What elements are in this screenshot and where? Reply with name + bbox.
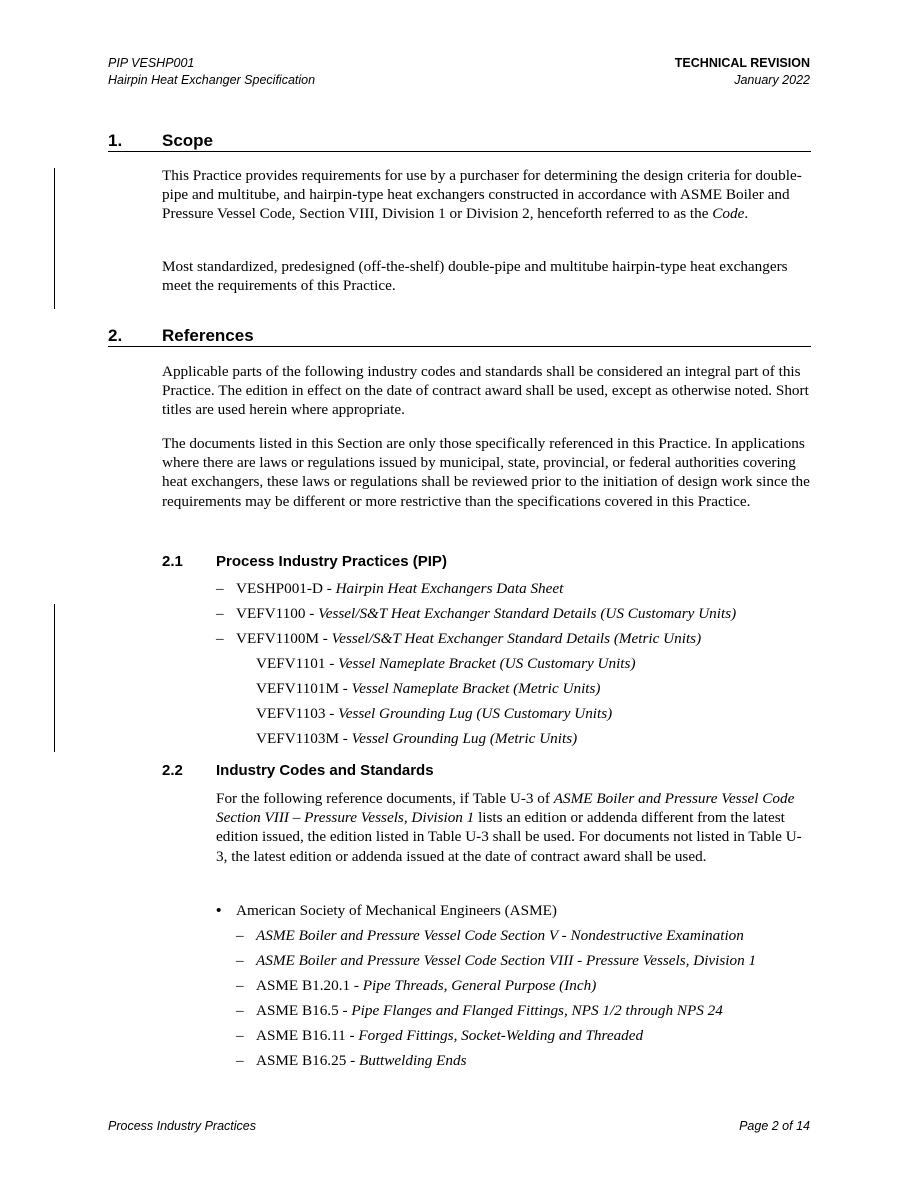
doc-title: Hairpin Heat Exchanger Specification (108, 73, 316, 87)
revision-change-bar (54, 168, 55, 309)
section-number: 1. (108, 131, 123, 150)
page-header-right (675, 55, 810, 89)
references-paragraph-1: Applicable parts of the following industry codes and standards shall be considered an integral part of this Practice. The edition in effect on the date of contract award shall be used, except as otherwise noted. Short titles are used herein where appropriate. (162, 363, 809, 419)
section-heading-scope (108, 131, 811, 152)
subsection-number: 2.2 (162, 762, 183, 779)
bullet-icon: • (216, 902, 222, 919)
revision-label: TECHNICAL REVISION (674, 56, 810, 70)
subsection-number: 2.1 (162, 553, 183, 570)
page-number: Page 2 of 14 (739, 1119, 810, 1133)
section-heading-references (108, 326, 811, 347)
list-subitem: VEFV1101 - Vessel Nameplate Bracket (US Customary Units) (256, 655, 636, 672)
list-item: – VEFV1100 - Vessel/S&T Heat Exchanger Standard Details (US Customary Units) (216, 605, 737, 622)
section-number: 2. (108, 326, 123, 345)
list-item: – VESHP001-D - Hairpin Heat Exchangers Data Sheet (216, 580, 564, 597)
list-item: – ASME B16.11 - Forged Fittings, Socket-Welding and Threaded (236, 1027, 644, 1044)
list-item: – ASME B16.5 - Pipe Flanges and Flanged Fittings, NPS 1/2 through NPS 24 (236, 1002, 723, 1019)
bullet-item: • American Society of Mechanical Engineers (ASME) (216, 902, 557, 919)
list-item: – ASME Boiler and Pressure Vessel Code Section VIII - Pressure Vessels, Division 1 (236, 952, 757, 969)
references-paragraph-2: The documents listed in this Section are only those specifically referenced in this Practice. In applications where there are laws or regulations issued by municipal, state, provincial, or federal authorities covering heat exchangers, these laws or regulations shall be reviewed prior to the initiation of design work since the requirements may be different or more restrictive than the specifications covered in this Practice. (162, 435, 810, 510)
scope-paragraph-2: Most standardized, predesigned (off-the-shelf) double-pipe and multitube hairpin-type heat exchangers meet the requirements of this Practice. (162, 258, 788, 295)
footer-left: Process Industry Practices (108, 1119, 256, 1133)
list-item: – ASME B16.25 - Buttwelding Ends (236, 1052, 467, 1069)
section-title: References (162, 326, 254, 345)
revision-change-bar (54, 604, 55, 752)
subsection-title: Industry Codes and Standards (216, 762, 434, 779)
list-item: – ASME B1.20.1 - Pipe Threads, General Purpose (Inch) (236, 977, 597, 994)
list-item: – ASME Boiler and Pressure Vessel Code Section V - Nondestructive Examination (236, 927, 744, 944)
subsection-title: Process Industry Practices (PIP) (216, 553, 447, 570)
codes-paragraph: For the following reference documents, if Table U-3 of ASME Boiler and Pressure Vessel Code Section VIII – Pressure Vessels, Division 1 lists an edition or addenda different from the latest edition issued, the edition listed in Table U-3 shall be used. For documents not listed in Table U-3, the latest edition or addenda issued at the date of contract award shall be used. (216, 790, 802, 865)
page-header-left (108, 55, 315, 89)
section-title: Scope (162, 131, 214, 150)
doc-id: PIP VESHP001 (108, 56, 195, 70)
list-subitem: VEFV1103 - Vessel Grounding Lug (US Customary Units) (256, 705, 613, 722)
revision-date: January 2022 (734, 73, 810, 87)
list-subitem: VEFV1101M - Vessel Nameplate Bracket (Metric Units) (256, 680, 601, 697)
list-subitem: VEFV1103M - Vessel Grounding Lug (Metric Units) (256, 730, 578, 747)
list-item: – VEFV1100M - Vessel/S&T Heat Exchanger Standard Details (Metric Units) (216, 630, 702, 647)
scope-paragraph-1: This Practice provides requirements for use by a purchaser for determining the design criteria for double-pipe and multitube, and hairpin-type heat exchangers constructed in accordance with ASME Boiler and Pressure Vessel Code, Section VIII, Division 1 or Division 2, henceforth referred to as the Code. (162, 167, 802, 223)
